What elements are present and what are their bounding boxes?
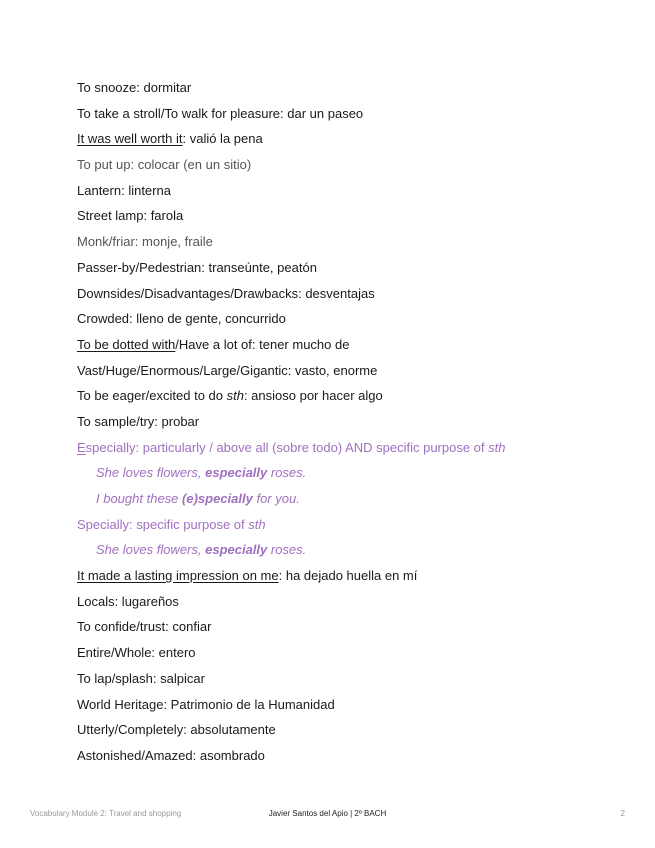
entry-text-segment: To be dotted with [77,336,176,352]
entry-text [77,206,183,226]
vocabulary-entry [77,386,637,412]
entry-text-segment: It made a lasting impression on me [77,568,279,584]
vocabulary-entry [77,232,637,258]
entry-text [96,463,306,483]
example-sentence [77,489,637,515]
footer-author: Javier Santos del Apio | 2º BACH [268,809,387,818]
entry-text-segment: Vast/Huge/Enormous/Large/Gigantic: vasto, enorme [77,362,378,378]
entry-text-segment: (e)specially [182,491,253,506]
entry-text [77,438,505,458]
vocabulary-entry [77,284,637,310]
page-number: 2 [620,809,625,818]
entry-text-segment: Monk/friar: monje, fraile [77,234,213,250]
entry-text [77,155,251,175]
vocabulary-entry [77,335,637,361]
entry-text-segment: Street lamp: farola [77,208,184,224]
entry-text-segment: roses. [267,542,307,558]
entry-text [96,540,306,560]
entry-text-segment: specially: particularly / above all (sobre todo) AND specific purpose of [85,439,489,455]
entry-text-segment: /Have a lot of: tener mucho de [175,336,350,352]
entry-text-segment: : ansioso por hacer algo [243,388,383,404]
entry-text-segment: I bought these [96,491,183,506]
entry-text-segment: Lantern: linterna [77,182,171,198]
entry-text-segment: roses. [267,465,307,481]
entry-text [77,617,211,637]
vocabulary-entry [77,78,637,104]
entry-text-segment: To confide/trust: confiar [77,619,212,635]
example-sentence [77,463,637,489]
footer-module-title: Vocabulary Module 2: Travel and shopping [30,809,182,818]
entry-text [77,284,375,304]
entry-text-segment: E [77,439,86,455]
vocabulary-entry [77,412,637,438]
entry-text-segment: especially [205,465,268,481]
entry-text-segment: for you. [252,491,300,506]
entry-text-segment: To sample/try: probar [77,413,200,429]
vocabulary-entry [77,695,637,721]
entry-text [77,412,199,432]
entry-text [77,361,377,381]
entry-text [77,746,265,766]
vocabulary-entry [77,592,637,618]
vocabulary-entry [77,746,637,772]
entry-text [77,335,349,355]
entry-text [77,515,266,535]
entry-text-segment: : ha dejado huella en mí [278,568,418,584]
entry-text-segment: To put up: colocar (en un sitio) [77,157,252,173]
entry-text [77,643,196,663]
entry-text-segment: To lap/splash: salpicar [77,670,205,686]
vocabulary-entry [77,720,637,746]
entry-text-segment: Utterly/Completely: absolutamente [77,722,276,738]
vocabulary-entry [77,206,637,232]
vocabulary-entry [77,155,637,181]
entry-text [77,232,213,252]
entry-text-segment: To be eager/excited to do [77,388,227,404]
vocabulary-entry [77,104,637,130]
entry-text [77,695,335,715]
entry-text [77,104,363,124]
vocabulary-entry [77,669,637,695]
vocabulary-list [77,78,637,772]
vocabulary-entry [77,258,637,284]
entry-text [77,309,286,329]
entry-text-segment: Specially: specific purpose of [77,516,249,532]
vocabulary-entry [77,438,637,464]
entry-text-segment: Astonished/Amazed: asombrado [77,747,265,763]
entry-text [77,258,317,278]
entry-text-segment: Locals: lugareños [77,593,179,609]
entry-text-segment: World Heritage: Patrimonio de la Humanidad [77,696,335,712]
vocabulary-entry [77,181,637,207]
vocabulary-entry [77,643,637,669]
entry-text-segment: especially [205,542,268,558]
entry-text-segment: Passer-by/Pedestrian: transeúnte, peatón [77,259,317,275]
entry-text-segment: It was well worth it [77,131,183,147]
entry-text-segment: She loves flowers, [96,465,206,481]
entry-text-segment: sth [248,516,266,532]
entry-text-segment: Crowded: lleno de gente, concurrido [77,311,286,327]
vocabulary-entry [77,361,637,387]
entry-text-segment: To take a stroll/To walk for pleasure: dar un paseo [77,105,364,121]
entry-text [77,78,191,98]
entry-text [77,720,276,740]
vocabulary-entry [77,617,637,643]
entry-text [77,592,179,612]
entry-text [96,489,300,509]
entry-text-segment: Downsides/Disadvantages/Drawbacks: desventajas [77,285,375,301]
vocabulary-entry [77,515,637,541]
entry-text-segment: To snooze: dormitar [77,80,192,95]
example-sentence [77,540,637,566]
vocabulary-entry [77,129,637,155]
entry-text-segment: sth [226,388,244,404]
entry-text [77,386,383,406]
entry-text [77,669,205,689]
entry-text-segment: Entire/Whole: entero [77,645,196,661]
entry-text-segment: : valió la pena [182,131,263,147]
entry-text [77,181,171,201]
entry-text [77,129,263,149]
entry-text [77,566,417,586]
vocabulary-entry [77,309,637,335]
entry-text-segment: She loves flowers, [96,542,206,558]
vocabulary-entry [77,566,637,592]
entry-text-segment: sth [488,439,506,455]
